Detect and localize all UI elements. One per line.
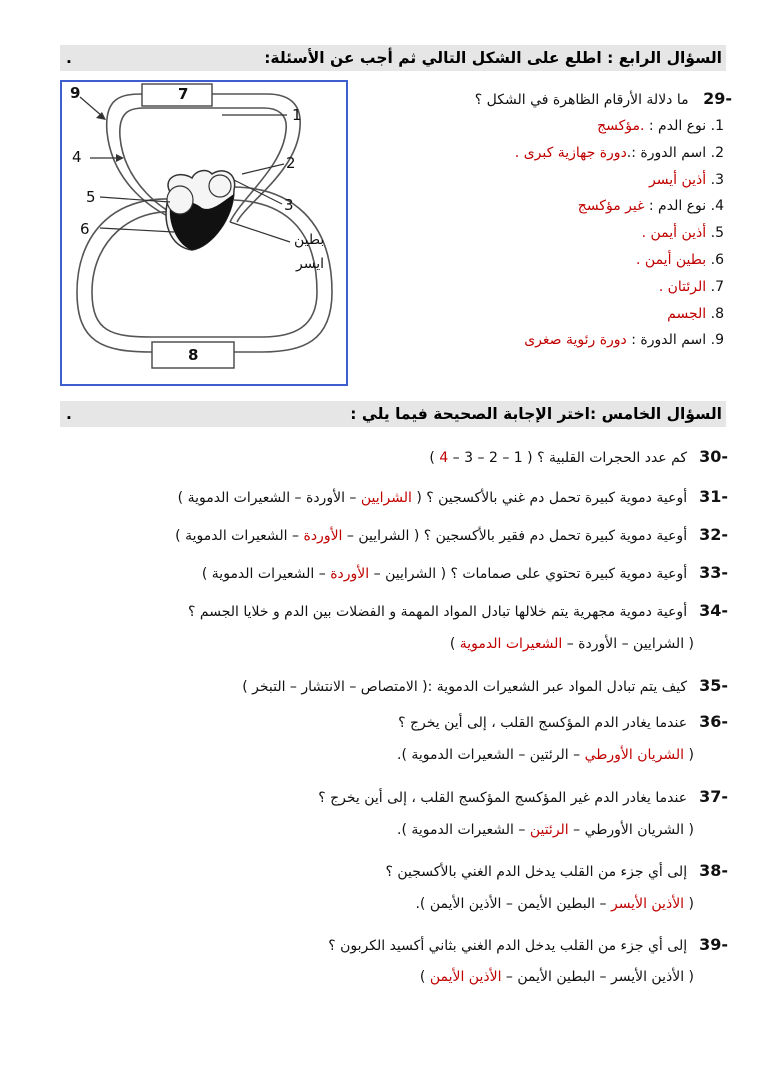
question-number: -37 xyxy=(699,787,728,806)
question-text: كم عدد الحجرات القلبية ؟ ( 1 – 2 – 3 – xyxy=(448,450,688,466)
options-tail: – البطين الأيمن – الأذين الأيمن ). xyxy=(415,896,611,912)
question-text: عندما يغادر الدم المؤكسج القلب ، إلى أين يخرج ؟ xyxy=(398,715,688,731)
options-tail: ) xyxy=(449,636,460,652)
question-number: -31 xyxy=(699,487,728,506)
question-text: أوعية دموية كبيرة تحتوي على صمامات ؟ ( الشرايين – xyxy=(369,566,688,582)
question-number: -33 xyxy=(699,563,728,582)
figure-label-9: 9 xyxy=(70,84,81,102)
question-29 xyxy=(432,89,732,110)
correct-answer: الشرايين xyxy=(360,490,412,506)
options-text: ( الأذين الأيسر – البطين الأيمن – xyxy=(501,969,694,985)
question-38-options xyxy=(415,896,694,912)
question-tail: ) xyxy=(429,450,440,466)
section-4-dot: . xyxy=(66,49,72,67)
question-number: -39 xyxy=(699,935,728,954)
question-text: أوعية دموية مجهرية يتم خلالها تبادل المواد المهمة و الفضلات بين الدم و خلايا الجسم ؟ xyxy=(188,604,688,620)
question-number: -30 xyxy=(699,447,728,466)
question-37 xyxy=(318,787,728,806)
correct-answer: الأذين الأيمن xyxy=(429,969,502,985)
answer-item: 1. نوع الدم : .مؤكسج xyxy=(597,118,724,134)
question-tail: – الشعيرات الدموية ) xyxy=(175,528,304,544)
question-29-number: -29 xyxy=(703,89,732,108)
question-text: عندما يغادر الدم غير المؤكسج المؤكسج القلب ، إلى أين يخرج ؟ xyxy=(318,790,688,806)
question-37-options xyxy=(397,822,694,838)
question-39 xyxy=(328,935,728,954)
question-text: إلى أي جزء من القلب يدخل الدم الغني بثاني أكسيد الكربون ؟ xyxy=(328,938,688,954)
figure-label-2: 2 xyxy=(286,154,296,172)
section-5-title: السؤال الخامس :اختر الإجابة الصحيحة فيما يلي : xyxy=(350,405,722,423)
options-tail: ) xyxy=(419,969,430,985)
options-text: ( xyxy=(684,747,694,763)
figure-label-1: 1 xyxy=(292,106,302,124)
correct-answer: الأوردة xyxy=(303,528,343,544)
question-36 xyxy=(398,712,728,731)
box-8-label: 8 xyxy=(188,346,199,364)
question-text: كيف يتم تبادل المواد عبر الشعيرات الدموية :( الامتصاص – الانتشار – التبخر ) xyxy=(242,679,688,695)
section-4-title: السؤال الرابع : اطلع على الشكل التالي ثم أجب عن الأسئلة: xyxy=(264,49,722,67)
answer-item: 4. نوع الدم : غير مؤكسج xyxy=(577,198,724,215)
ventricle-label-word2: ايسر xyxy=(296,256,324,272)
question-32 xyxy=(175,525,728,544)
question-text: أوعية دموية كبيرة تحمل دم فقير بالأكسجين ؟ ( الشرايين – xyxy=(342,528,688,544)
options-text: ( الشرايين – الأوردة – xyxy=(562,636,694,652)
question-36-options xyxy=(397,747,694,763)
correct-answer: الشعيرات الدموية xyxy=(459,636,563,652)
options-text: ( الشريان الأورطي – xyxy=(568,822,694,838)
question-29-answers xyxy=(424,113,724,354)
question-30 xyxy=(429,447,728,466)
question-39-options xyxy=(420,969,694,985)
section-4-header xyxy=(60,45,726,71)
correct-answer: الشريان الأورطي xyxy=(584,747,685,763)
question-number: -38 xyxy=(699,861,728,880)
circulation-diagram xyxy=(60,80,348,386)
question-33 xyxy=(202,563,728,582)
question-34-options xyxy=(450,636,694,652)
section-5-dot: . xyxy=(66,405,72,423)
answer-item: 6. بطين أيمن . xyxy=(636,251,724,268)
ventricle-label-word1: بطين xyxy=(294,232,325,248)
question-35 xyxy=(242,676,728,695)
section-5-header xyxy=(60,401,726,427)
answer-item: 7. الرئتان . xyxy=(658,278,724,295)
correct-answer: الأذين الأيسر xyxy=(610,896,685,912)
question-text: إلى أي جزء من القلب يدخل الدم الغني بالأكسجين ؟ xyxy=(385,864,688,880)
correct-answer: الرئتين xyxy=(529,822,569,838)
question-number: -36 xyxy=(699,712,728,731)
options-tail: – الرئتين – الشعيرات الدموية ). xyxy=(397,747,585,763)
correct-answer: الأوردة xyxy=(330,566,370,582)
answer-item: 5. أذين أيمن . xyxy=(641,225,724,242)
question-text: أوعية دموية كبيرة تحمل دم غني بالأكسجين ؟ ( xyxy=(411,490,688,506)
correct-answer: 4 xyxy=(439,450,449,466)
question-34 xyxy=(188,601,728,620)
answer-item: 9. اسم الدورة : دورة رئوية صغرى xyxy=(524,332,724,349)
box-7-label: 7 xyxy=(178,85,189,103)
question-31 xyxy=(178,487,728,506)
question-tail: – الأوردة – الشعيرات الدموية ) xyxy=(177,490,361,506)
question-tail: – الشعيرات الدموية ) xyxy=(201,566,331,582)
question-number: -32 xyxy=(699,525,728,544)
question-29-text: ما دلالة الأرقام الظاهرة في الشكل ؟ xyxy=(474,92,689,108)
figure-label-5: 5 xyxy=(86,188,96,206)
answer-item: 3. أذين أيسر xyxy=(649,171,724,188)
question-38 xyxy=(386,861,729,880)
question-number: -34 xyxy=(699,601,728,620)
question-number: -35 xyxy=(699,676,728,695)
answer-item: 8. الجسم xyxy=(667,305,724,322)
figure-label-6: 6 xyxy=(80,220,90,238)
options-tail: – الشعيرات الدموية ). xyxy=(397,822,530,838)
options-text: ( xyxy=(684,896,694,912)
figure-label-4: 4 xyxy=(72,148,82,166)
answer-item: 2. اسم الدورة :.دورة جهازية كبرى . xyxy=(514,144,724,161)
figure-label-3: 3 xyxy=(284,196,294,214)
